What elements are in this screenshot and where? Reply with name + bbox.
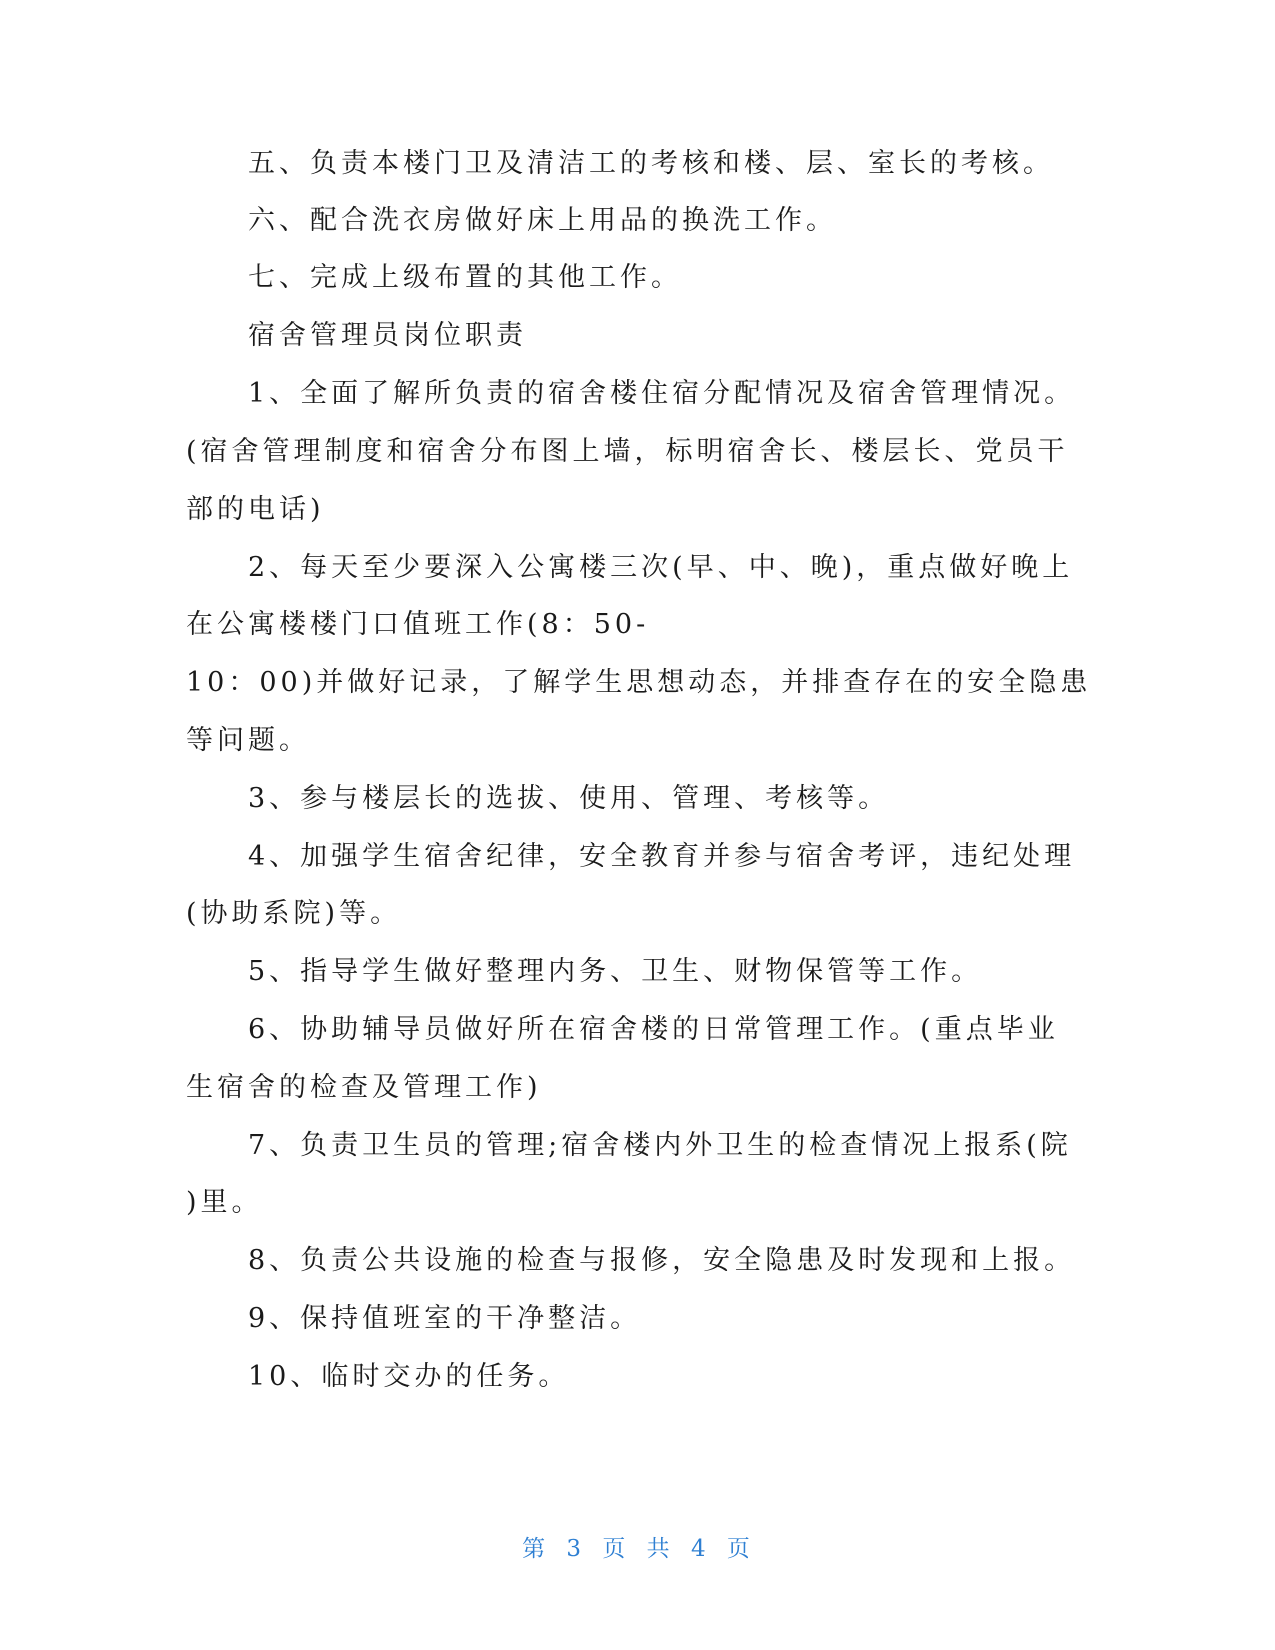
duty-8: 8、负责公共设施的检查与报修，安全隐患及时发现和上报。 <box>248 1245 1076 1276</box>
paragraph-item-6: 六、配合洗衣房做好床上用品的换洗工作。 <box>248 205 837 236</box>
section-heading: 宿舍管理员岗位职责 <box>248 320 527 351</box>
duty-7-line-2: )里。 <box>186 1187 263 1218</box>
duty-4-line-2: (协助系院)等。 <box>186 898 402 929</box>
duty-9: 9、保持值班室的干净整洁。 <box>248 1303 642 1334</box>
duty-6-line-2: 生宿舍的检查及管理工作) <box>186 1072 542 1103</box>
duty-6-line-1: 6、协助辅导员做好所在宿舍楼的日常管理工作。(重点毕业 <box>248 1014 1059 1045</box>
duty-1-line-2: (宿舍管理制度和宿舍分布图上墙，标明宿舍长、楼层长、党员干 <box>186 436 1069 467</box>
paragraph-item-7: 七、完成上级布置的其他工作。 <box>248 262 682 293</box>
duty-10: 10、临时交办的任务。 <box>248 1361 570 1392</box>
duty-7-line-1: 7、负责卫生员的管理;宿舍楼内外卫生的检查情况上报系(院 <box>248 1130 1072 1161</box>
duty-2-line-1: 2、每天至少要深入公寓楼三次(早、中、晚)，重点做好晚上 <box>248 552 1074 583</box>
duty-1-line-1: 1、全面了解所负责的宿舍楼住宿分配情况及宿舍管理情况。 <box>248 378 1076 409</box>
duty-3: 3、参与楼层长的选拔、使用、管理、考核等。 <box>248 783 890 814</box>
duty-5: 5、指导学生做好整理内务、卫生、财物保管等工作。 <box>248 956 983 987</box>
duty-2-line-3: 10：00)并做好记录，了解学生思想动态，并排查存在的安全隐患 <box>186 667 1092 698</box>
duty-4-line-1: 4、加强学生宿舍纪律，安全教育并参与宿舍考评，违纪处理 <box>248 841 1076 872</box>
paragraph-item-5: 五、负责本楼门卫及清洁工的考核和楼、层、室长的考核。 <box>248 148 1054 179</box>
page-number-footer: 第 3 页 共 4 页 <box>522 1536 753 1562</box>
duty-2-line-4: 等问题。 <box>186 725 310 756</box>
duty-1-line-3: 部的电话) <box>186 494 325 525</box>
duty-2-line-2: 在公寓楼楼门口值班工作(8：50- <box>186 609 650 640</box>
